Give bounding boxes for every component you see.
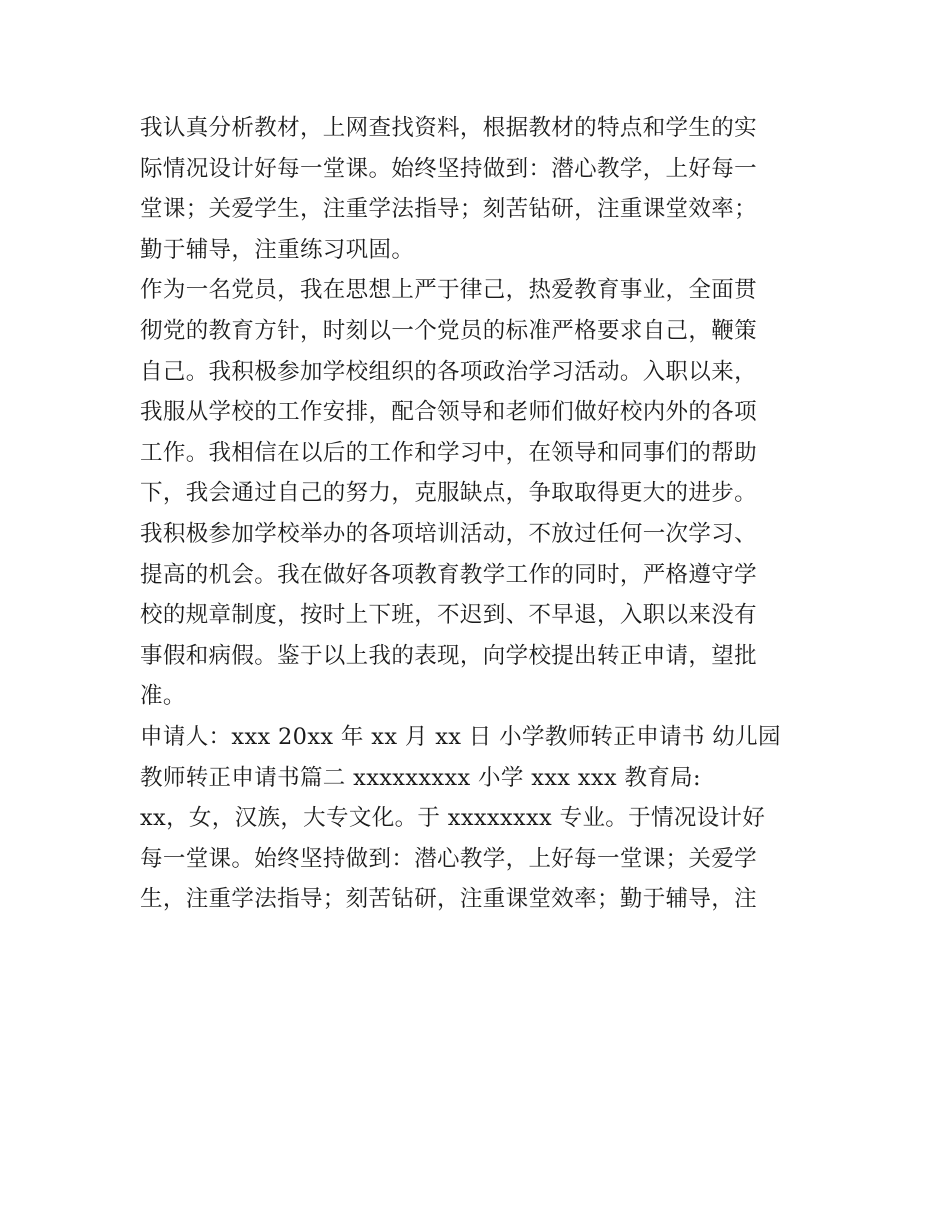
text-line: xx，女，汉族，大专文化。于 xxxxxxxx 专业。于情况设计好: [140, 805, 766, 832]
text-line: 我认真分析教材，上网查找资料，根据教材的特点和学生的实: [140, 115, 757, 141]
text-line: 事假和病假。鉴于以上我的表现，向学校提出转正申请，望批: [140, 642, 757, 669]
text-line: 工作。我相信在以后的工作和学习中，在领导和同事们的帮助: [140, 439, 757, 466]
text-line: 作为一名党员，我在思想上严于律己，热爱教育事业，全面贯: [140, 277, 757, 304]
text-line: 生，注重学法指导；刻苦钻研，注重课堂效率；勤于辅导，注: [140, 886, 757, 913]
text-line: 堂课；关爱学生，注重学法指导；刻苦钻研，注重课堂效率；: [140, 196, 757, 223]
text-line: 提高的机会。我在做好各项教育教学工作的同时，严格遵守学: [140, 561, 757, 588]
text-line: 教师转正申请书篇二 xxxxxxxxx 小学 xxx xxx 教育局:: [140, 764, 701, 791]
text-line: 我积极参加学校举办的各项培训活动，不放过任何一次学习、: [140, 520, 757, 547]
text-line: 校的规章制度，按时上下班，不迟到、不早退，入职以来没有: [140, 602, 757, 629]
text-line: 每一堂课。始终坚持做到：潜心教学，上好每一堂课；关爱学: [140, 845, 757, 872]
text-line: 我服从学校的工作安排，配合领导和老师们做好校内外的各项: [140, 399, 757, 426]
text-line: 自己。我积极参加学校组织的各项政治学习活动。入职以来，: [140, 358, 757, 385]
text-line: 彻党的教育方针，时刻以一个党员的标准严格要求自己，鞭策: [140, 317, 757, 344]
text-line: 际情况设计好每一堂课。始终坚持做到：潜心教学，上好每一: [140, 155, 757, 182]
text-line: 申请人：xxx 20xx 年 xx 月 xx 日 小学教师转正申请书 幼儿园: [140, 723, 781, 750]
text-line: 勤于辅导，注重练习巩固。: [140, 236, 415, 263]
text-line: 下，我会通过自己的努力，克服缺点，争取取得更大的进步。: [140, 480, 757, 507]
text-line: 准。: [140, 683, 186, 710]
body-text: [140, 108, 820, 920]
